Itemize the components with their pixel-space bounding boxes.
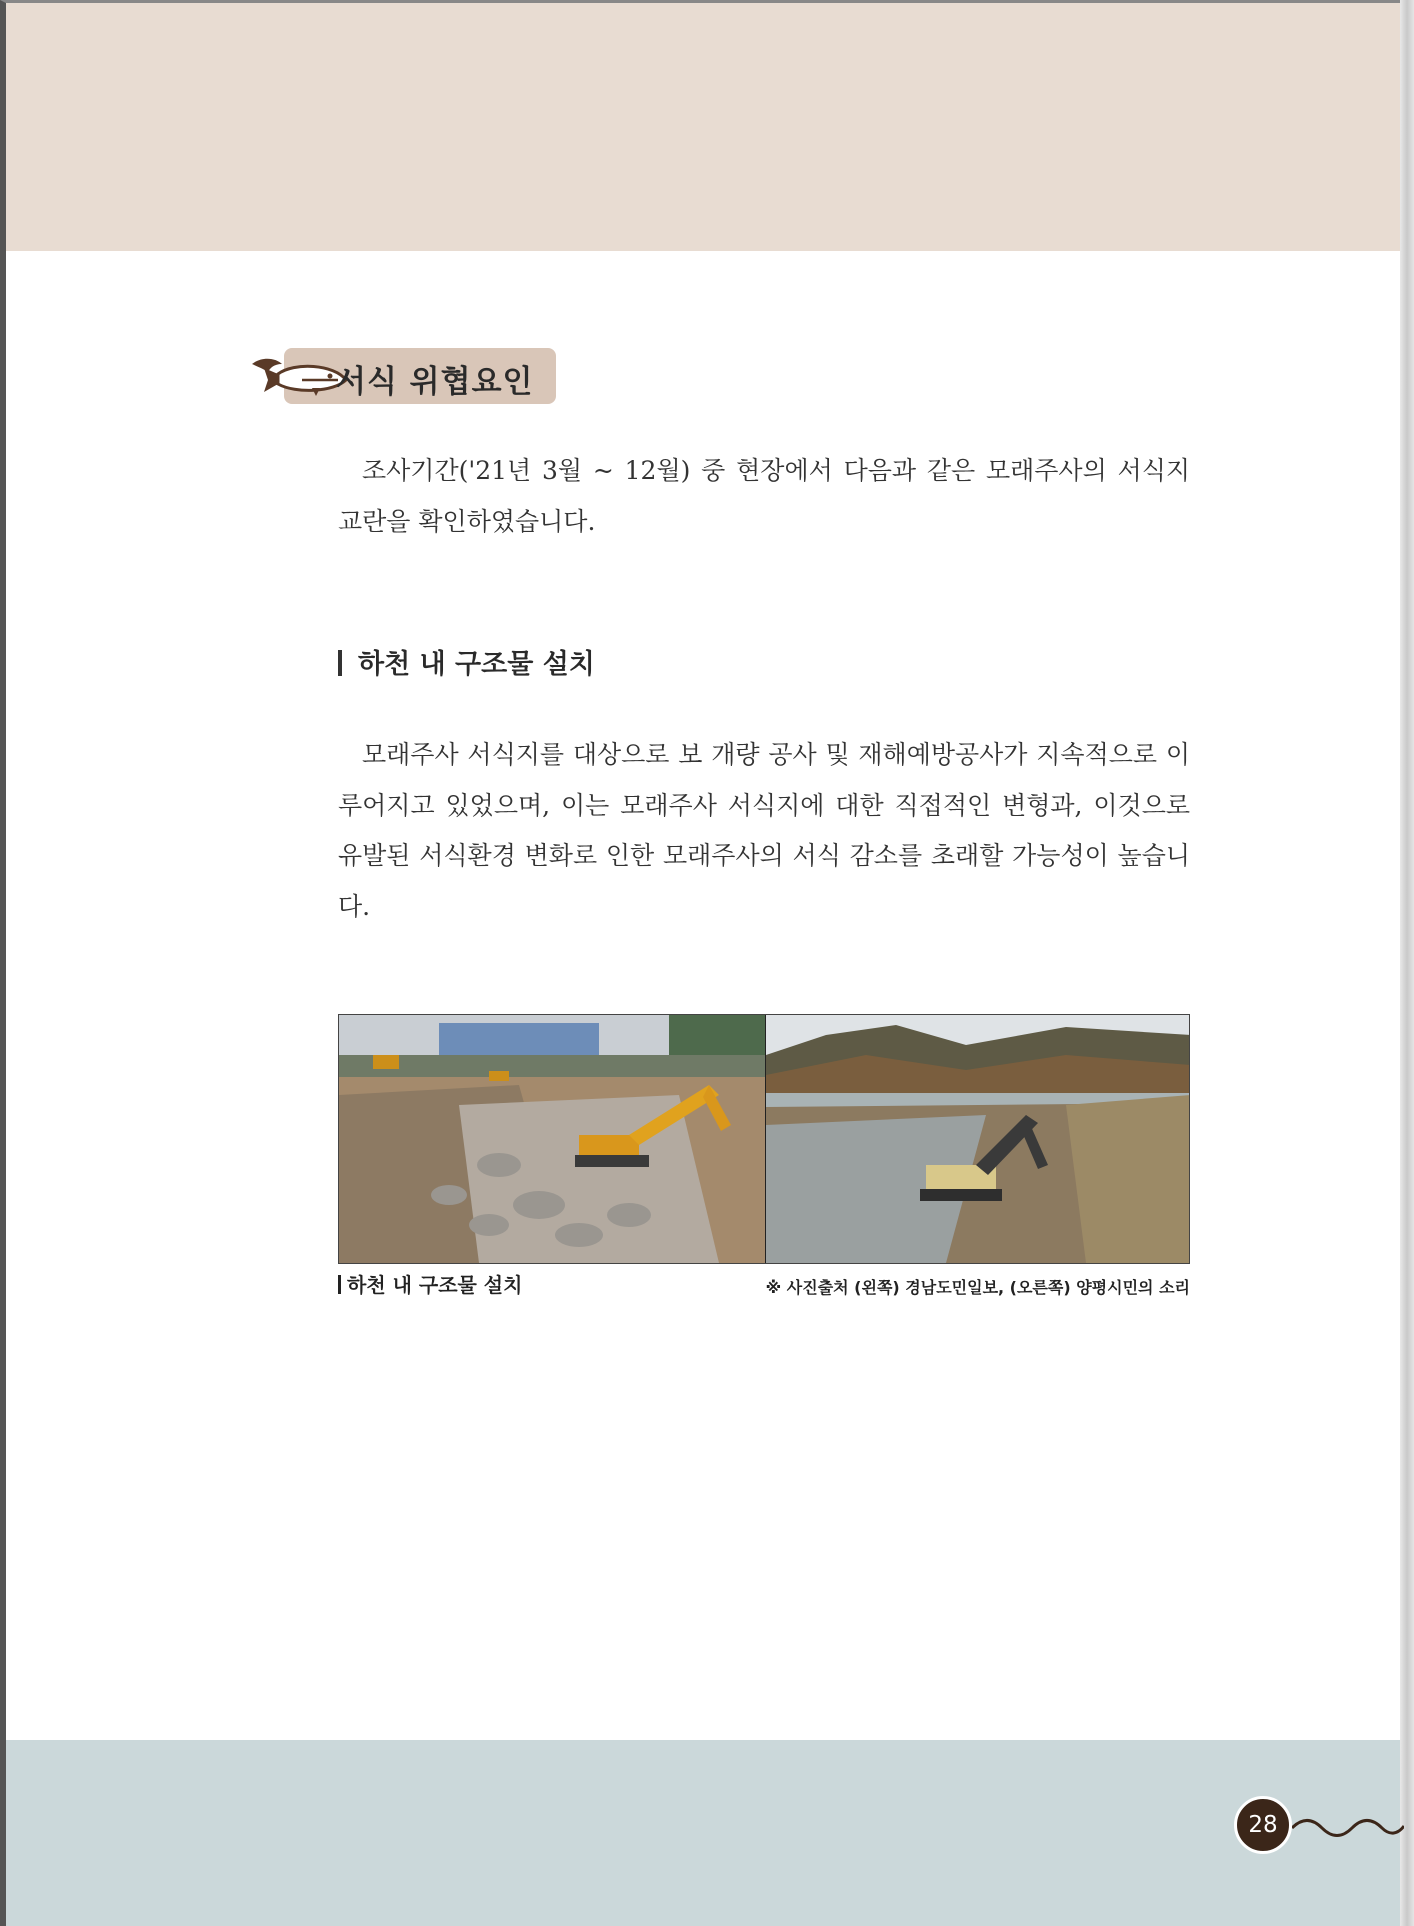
heading-bar — [338, 650, 342, 676]
figure-caption — [338, 1269, 522, 1298]
construction-photo-left — [339, 1015, 765, 1263]
figure-caption-text: 하천 내 구조물 설치 — [347, 1273, 523, 1297]
header-band — [6, 3, 1400, 251]
subsection-heading — [338, 642, 595, 681]
page-number: 28 — [1234, 1796, 1292, 1854]
wave-ornament — [1292, 1810, 1404, 1840]
caption-bar — [338, 1275, 341, 1294]
figure-photos — [338, 1014, 1190, 1264]
page-edge — [1400, 0, 1414, 1926]
section-title: 서식 위협요인 — [336, 364, 534, 400]
photo-source: ※ 사진출처 (왼쪽) 경남도민일보, (오른쪽) 양평시민의 소리 — [765, 1278, 1190, 1297]
footer-band — [6, 1740, 1400, 1926]
intro-paragraph: 조사기간('21년 3월 ~ 12월) 중 현장에서 다음과 같은 모래주사의 서식지 교란을 확인하였습니다. — [338, 456, 1190, 536]
subsection-heading-text: 하천 내 구조물 설치 — [358, 649, 595, 680]
body-paragraph: 모래주사 서식지를 대상으로 보 개량 공사 및 재해예방공사가 지속적으로 이루어지고 있었으며, 이는 모래주사 서식지에 대한 직접적인 변형과, 이것으로 유발된 서식환경 변화로 인한 모래주사의 서식 감소를 초래할 가능성이 높습니다. — [338, 740, 1190, 921]
construction-photo-right — [766, 1015, 1190, 1263]
section-title-badge — [242, 346, 556, 406]
